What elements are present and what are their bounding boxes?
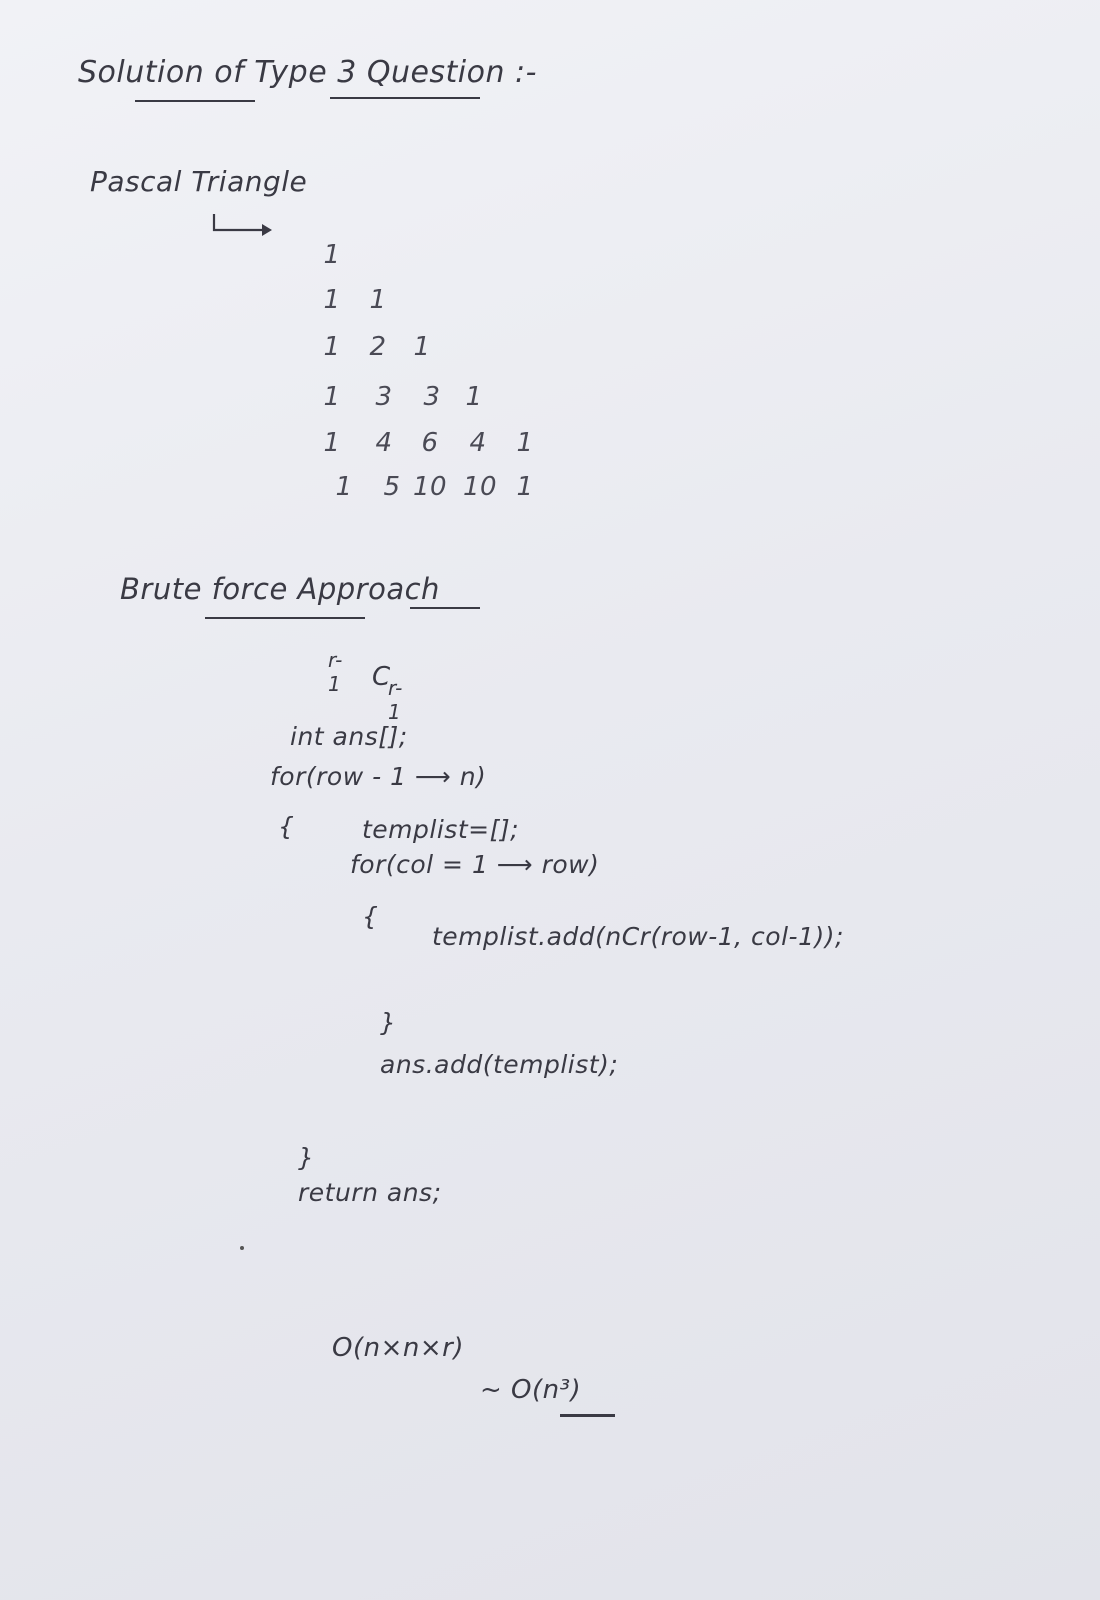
section-underline-2 <box>410 607 480 609</box>
triangle-value: 3 <box>375 382 393 412</box>
stray-dot <box>240 1246 244 1250</box>
triangle-value: 1 <box>369 285 387 315</box>
triangle-value: 1 <box>413 332 431 362</box>
brute-force-heading: Brute force Approach <box>120 572 440 606</box>
triangle-value: 1 <box>516 428 534 458</box>
formula-superscript: r-1 <box>328 648 343 696</box>
triangle-value: 4 <box>469 428 487 458</box>
triangle-value: 6 <box>421 428 439 458</box>
code-line: ans.add(templist); <box>380 1050 619 1079</box>
title-underline-1 <box>135 100 255 102</box>
triangle-value: 1 <box>323 285 341 315</box>
formula-base: C <box>372 662 391 692</box>
triangle-value: 1 <box>323 428 341 458</box>
code-line: } <box>380 1008 397 1037</box>
code-line: for(row - 1 ⟶ n) <box>270 762 487 791</box>
formula-subscript: r-1 <box>388 676 403 724</box>
triangle-value: 5 <box>383 472 401 502</box>
triangle-value: 4 <box>375 428 393 458</box>
section-underline-1 <box>205 617 365 619</box>
complexity-result: ~ O(n³) <box>480 1375 582 1405</box>
triangle-value: 2 <box>369 332 387 362</box>
triangle-value: 1 <box>323 332 341 362</box>
triangle-value: 10 <box>462 472 498 502</box>
arrow-icon <box>210 212 280 242</box>
triangle-value: 1 <box>516 472 534 502</box>
code-line: } <box>298 1143 315 1172</box>
code-line: return ans; <box>298 1178 442 1207</box>
triangle-value: 1 <box>323 240 341 270</box>
triangle-value: 10 <box>412 472 448 502</box>
triangle-value: 3 <box>423 382 441 412</box>
code-line: for(col = 1 ⟶ row) <box>350 850 600 879</box>
triangle-value: 1 <box>465 382 483 412</box>
complexity-underline <box>560 1414 615 1417</box>
page-title: Solution of Type 3 Question :- <box>78 55 537 90</box>
code-line: { <box>362 902 379 931</box>
title-underline-2 <box>330 97 480 99</box>
triangle-value: 1 <box>323 382 341 412</box>
code-line: templist=[]; <box>362 815 520 844</box>
code-line: int ans[]; <box>290 722 408 751</box>
code-line: { <box>278 812 295 841</box>
pascal-triangle-heading: Pascal Triangle <box>90 165 308 198</box>
code-line: templist.add(nCr(row-1, col-1)); <box>432 922 844 951</box>
triangle-value: 1 <box>335 472 353 502</box>
complexity-expression: O(n×n×r) <box>332 1333 464 1363</box>
